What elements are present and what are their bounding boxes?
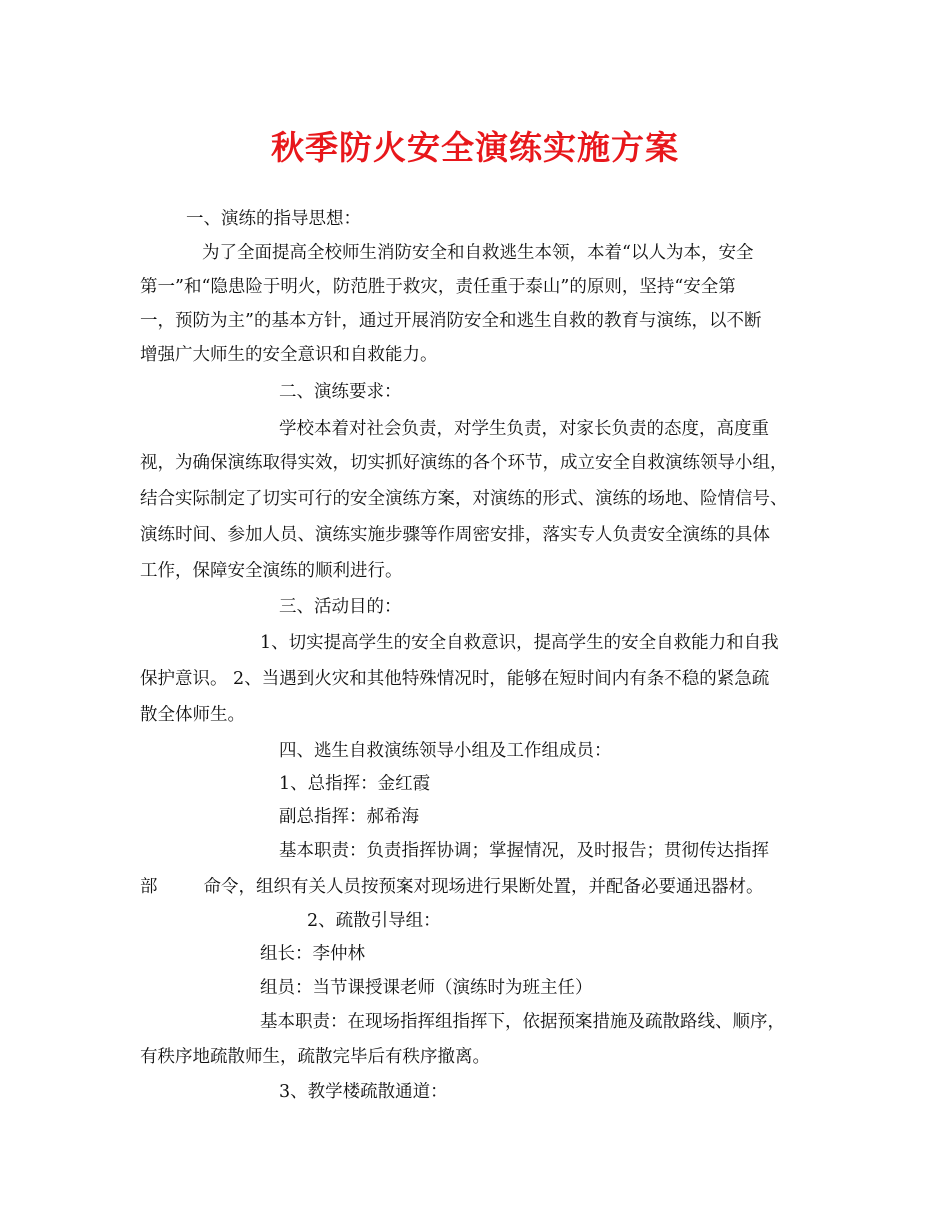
duty-line-rest: 命令，组织有关人员按预案对现场进行果断处置，并配备必要通迅器材。 — [203, 877, 764, 897]
section-heading-4: 四、逃生自救演练领导小组及工作组成员： — [279, 741, 612, 761]
section-heading-2: 二、演练要求： — [279, 382, 402, 402]
document-title: 秋季防火安全演练实施方案 — [271, 128, 679, 167]
paragraph-line: 散全体师生。 — [140, 705, 245, 725]
group-leader-line: 组长：李仲林 — [260, 944, 365, 964]
duty-line-continued — [140, 876, 820, 898]
paragraph-line: 为了全面提高全校师生消防安全和自救逃生本领，本着“以人为本，安全 — [202, 243, 754, 263]
paragraph-line: 有秩序地疏散师生，疏散完毕后有秩序撤离。 — [140, 1047, 490, 1067]
deputy-commander-line: 副总指挥：郝希海 — [279, 807, 419, 827]
duty-line: 基本职责：在现场指挥组指挥下，依据预案措施及疏散路线、顺序， — [260, 1012, 785, 1032]
paragraph-line: 结合实际制定了切实可行的安全演练方案，对演练的形式、演练的场地、险情信号、 — [140, 489, 788, 509]
duty-line: 基本职责：负责指挥协调；掌握情况，及时报告；贯彻传达指挥 — [279, 841, 769, 861]
paragraph-line: 第一”和“隐患险于明火，防范胜于救灾，责任重于泰山”的原则，坚持“安全第 — [140, 277, 736, 297]
group-members-line: 组员：当节课授课老师（演练时为班主任） — [260, 978, 593, 998]
paragraph-line: 一，预防为主”的基本方针，通过开展消防安全和逃生自救的教育与演练，以不断 — [140, 311, 762, 331]
paragraph-line: 增强广大师生的安全意识和自救能力。 — [140, 345, 438, 365]
duty-line-fragment: 部 — [140, 877, 158, 897]
section-heading-1: 一、演练的指导思想： — [186, 209, 361, 229]
paragraph-line: 视，为确保演练取得实效，切实抓好演练的各个环节，成立安全自救演练领导小组， — [140, 453, 788, 473]
paragraph-line: 学校本着对社会负责，对学生负责，对家长负责的态度，高度重 — [279, 419, 769, 439]
paragraph-line: 工作，保障安全演练的顺利进行。 — [140, 561, 403, 581]
paragraph-line: 1、切实提高学生的安全自救意识，提高学生的安全自救能力和自我 — [260, 633, 779, 653]
paragraph-line: 保护意识。 2、当遇到火灾和其他特殊情况时，能够在短时间内有条不稳的紧急疏 — [140, 669, 770, 689]
group-heading-passage: 3、教学楼疏散通道： — [279, 1082, 448, 1102]
commander-line: 1、总指挥：金红霞 — [279, 774, 431, 794]
paragraph-line: 演练时间、参加人员、演练实施步骤等作周密安排，落实专人负责安全演练的具体 — [140, 525, 770, 545]
group-heading-evacuation: 2、疏散引导组： — [307, 911, 441, 931]
section-heading-3: 三、活动目的： — [279, 597, 402, 617]
